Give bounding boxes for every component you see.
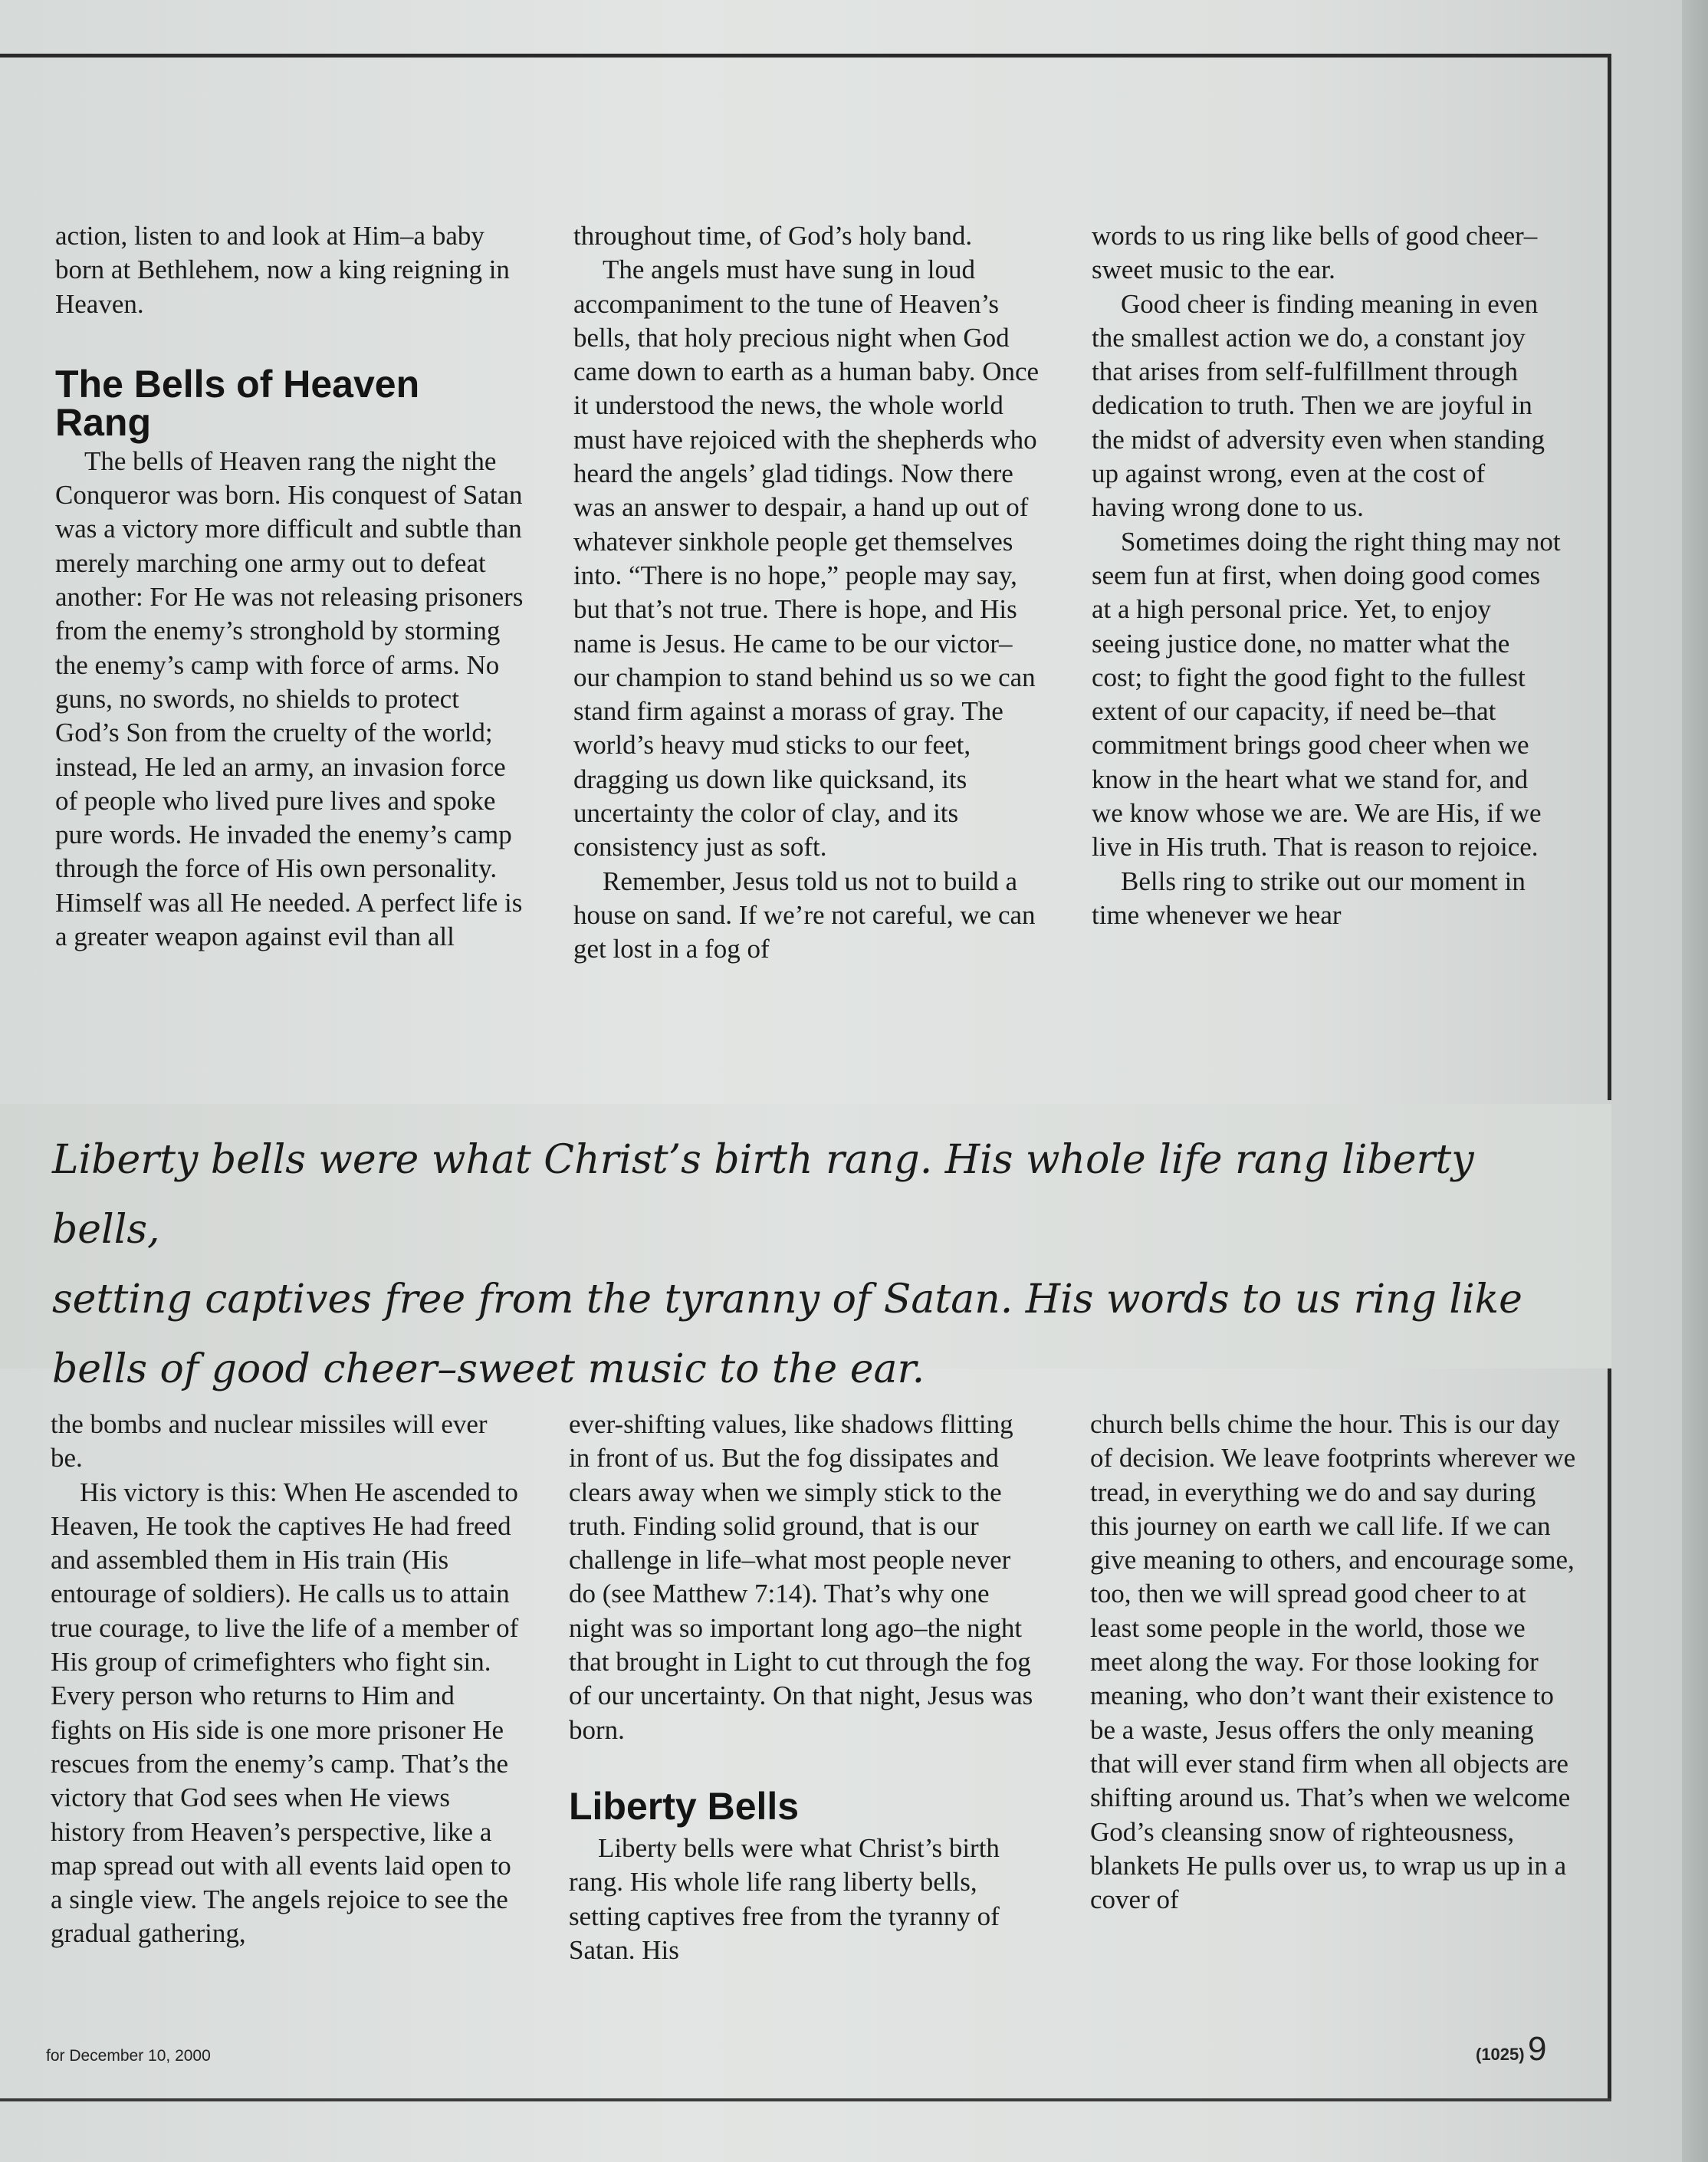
paragraph: words to us ring like bells of good cheer–sweet music to the ear.: [1092, 221, 1538, 285]
pull-quote-band: [0, 1104, 1611, 1392]
paragraph: Good cheer is finding meaning in even the smallest action we do, a constant joy that arises from self-fulfillment through dedication to truth. Then we are joyful in the midst of adversity even when standing up against wrong, even at the cost of having wrong done to us.: [1092, 288, 1545, 523]
bottom-column-1: [51, 1408, 520, 1951]
top-border-rule: [0, 54, 1611, 58]
top-column-3: [1092, 219, 1561, 932]
pull-quote-line: Liberty bells were what Christ’s birth rang. His whole life rang liberty bells,: [52, 1137, 1474, 1253]
paragraph: action, listen to and look at Him–a baby born at Bethlehem, now a king reigning in Heaven.: [55, 221, 510, 319]
paragraph: Sometimes doing the right thing may not seem fun at first, when doing good comes at a high personal price. Yet, to enjoy seeing justice done, no matter what the cost; to fight the good fight to the fullest extent of our capacity, if need be–that commitment brings good cheer when we know in the heart what we stand for, and we know whose we are. We are His, if we live in His truth. That is reason to rejoice.: [1092, 526, 1561, 863]
bottom-column-3: [1090, 1408, 1576, 1917]
top-column-2: [573, 219, 1043, 967]
top-column-1: [55, 219, 524, 954]
paragraph: Liberty bells were what Christ’s birth rang. His whole life rang liberty bells, setting captives free from the tyranny of Satan. His: [569, 1832, 1000, 1965]
pull-quote: [52, 1125, 1578, 1405]
paragraph: His victory is this: When He ascended to Heaven, He took the captives He had freed and assembled them in His train (His entourage of soldiers). He calls us to attain true courage, to live the life of a member of His group of crimefighters who fight sin. Every person who returns to Him and fights on His side is one more prisoner He rescues from the enemy’s camp. That’s the victory that God sees when He views history from Heaven’s perspective, like a map spread out with all events laid open to a single view. The angels rejoice to see the gradual gathering,: [51, 1477, 519, 1949]
paragraph: church bells chime the hour. This is our day of decision. We leave footprints wherever we tread, in everything we do and say during this journey on earth we call life. If we can give meaning to others, and encourage some, too, then we will spread good cheer to at least some people in the world, those we meet along the way. For those looking for meaning, who don’t want their existence to be a waste, Jesus offers the only meaning that will ever stand firm when all objects are shifting around us. That’s when we welcome God’s cleansing snow of righteousness, blankets He pulls over us, to wrap us up in a cover of: [1090, 1409, 1576, 1915]
right-border-rule-bottom: [1608, 1368, 1611, 2101]
section-heading: Liberty Bells: [569, 1784, 800, 1828]
page-edge: [1682, 0, 1708, 2162]
paragraph: the bombs and nuclear missiles will ever be.: [51, 1409, 488, 1474]
paragraph: Bells ring to strike out our moment in time whenever we hear: [1092, 866, 1526, 930]
paragraph: The bells of Heaven rang the night the Conqueror was born. His conquest of Satan was a victory more difficult and subtle than merely marching one army out to defeat another: For He was not releasing prisoners from the enemy’s stronghold by storming the enemy’s camp with force of arms. No guns, no swords, no shields to protect God’s Son from the cruelty of the world; instead, He led an army, an invasion force of people who lived pure lives and spoke pure words. He invaded the enemy’s camp through the force of His own personality. Himself was all He needed. A perfect life is a greater weapon against evil than all: [55, 445, 524, 952]
footer-date: for December 10, 2000: [46, 2047, 211, 2065]
paragraph: ever-shifting values, like shadows flitting in front of us. But the fog dissipates and clears away when we simply stick to the truth. Finding solid ground, that is our challenge in life–what most people never do (see Matthew 7:14). That’s why one night was so important long ago–the night that brought in Light to cut through the fog of our uncertainty. On that night, Jesus was born.: [569, 1409, 1033, 1745]
bottom-border-rule: [0, 2098, 1611, 2101]
right-border-rule-top: [1608, 54, 1611, 1100]
paragraph: The angels must have sung in loud accompaniment to the tune of Heaven’s bells, that holy precious night when God came down to earth as a human baby. Once it understood the news, the whole world must have rejoiced with the shepherds who heard the angels’ glad tidings. Now there was an answer to despair, a hand up out of whatever sinkhole people get themselves into. “There is no hope,” people may say, but that’s not true. There is hope, and His name is Jesus. He came to be our victor–our champion to stand behind us so we can stand firm against a morass of gray. The world’s heavy mud sticks to our feet, dragging us down like quicksand, its uncertainty the color of clay, and its consistency just as soft.: [573, 255, 1040, 863]
bottom-column-2: [569, 1408, 1038, 1967]
page-number: 9: [1528, 2030, 1547, 2068]
page-folio: [1476, 2030, 1547, 2068]
pull-quote-line: bells of good cheer–sweet music to the ear.: [52, 1346, 925, 1392]
section-heading: The Bells of Heaven Rang: [55, 362, 420, 444]
pull-quote-line: setting captives free from the tyranny of Satan. His words to us ring like: [52, 1276, 1522, 1322]
paragraph: Remember, Jesus told us not to build a house on sand. If we’re not careful, we can get lost in a fog of: [573, 866, 1036, 964]
paragraph: throughout time, of God’s holy band.: [573, 221, 973, 251]
issue-number: (1025): [1476, 2045, 1525, 2064]
